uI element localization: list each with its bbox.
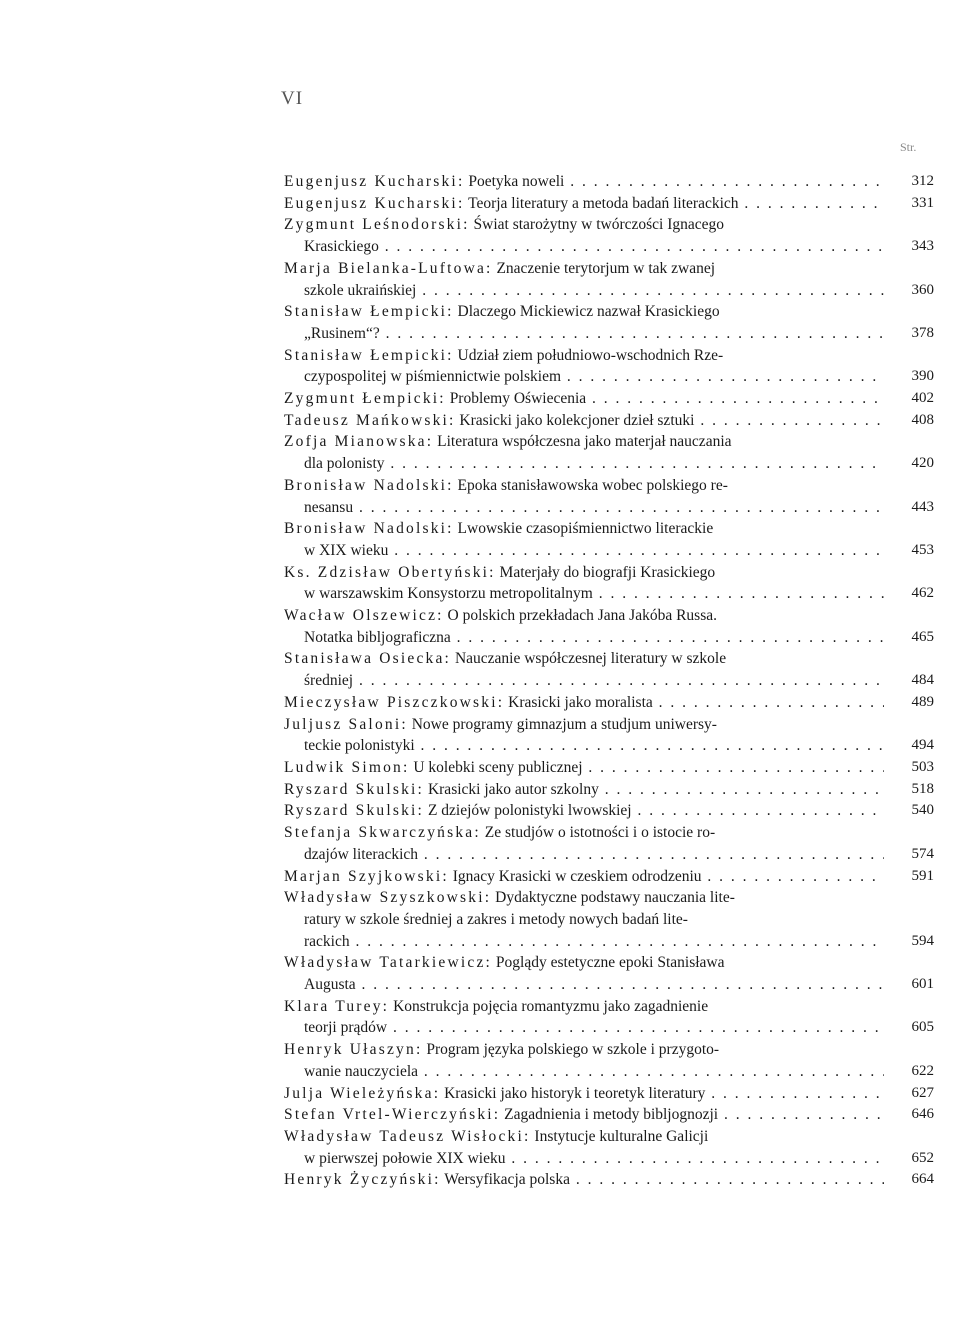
toc-title: Krasicki jako kolekcjoner dzieł sztuki <box>459 411 695 429</box>
toc-entry <box>284 388 934 410</box>
toc-entry <box>284 475 934 518</box>
toc-page-number: 312 <box>911 173 934 189</box>
toc-page-number: 591 <box>911 867 934 884</box>
toc-author: Stanisław Łempicki: <box>284 303 454 321</box>
toc-author: Ks. Zdzisław Obertyński: <box>284 563 496 581</box>
toc-entry-first-line <box>284 800 884 822</box>
toc-title: Krasicki jako historyk i teoretyk literatury <box>444 1084 706 1102</box>
toc-author: Bronisław Nadolski: <box>284 476 454 494</box>
toc-author: Ludwik Simon: <box>284 758 410 776</box>
toc-entry-continuation <box>284 1017 884 1039</box>
toc-entry <box>284 996 934 1039</box>
toc-author: Wacław Olszewicz: <box>284 607 444 625</box>
toc-title: teorji prądów <box>304 1019 388 1037</box>
toc-entry-continuation <box>284 974 884 996</box>
toc-title: Wersyfikacja polska <box>444 1171 570 1189</box>
toc-entry <box>284 1083 934 1105</box>
toc-title: czypospolitej w piśmiennictwie polskiem <box>304 368 561 386</box>
toc-title: Nauczanie współczesnej literatury w szkole <box>454 650 727 668</box>
toc-author: Henryk Ułaszyn: <box>284 1041 423 1059</box>
toc-entry <box>284 779 934 801</box>
toc-author: Władysław Tatarkiewicz: <box>284 954 493 972</box>
toc-page-number: 622 <box>911 1062 934 1079</box>
toc-entry-continuation <box>284 280 884 302</box>
toc-title: Z dziejów polonistyki lwowskiej <box>427 802 632 820</box>
toc-entry <box>284 214 934 257</box>
toc-author: Marja Bielanka-Luftowa: <box>284 259 493 277</box>
toc-title: w pierwszej połowie XIX wieku <box>304 1149 506 1167</box>
toc-entry-first-line <box>284 431 884 453</box>
toc-entry <box>284 301 934 344</box>
toc-title: Krasicki jako moralista <box>508 693 653 711</box>
toc-entry <box>284 562 934 605</box>
toc-entry-first-line <box>284 692 884 714</box>
toc-entry <box>284 887 934 952</box>
toc-page-number: 605 <box>911 1019 934 1036</box>
toc-page-number: 489 <box>911 693 934 710</box>
toc-entry-continuation <box>284 909 884 931</box>
toc-page-number: 390 <box>911 368 934 385</box>
toc-title: Lwowskie czasopiśmiennictwo literackie <box>457 520 714 538</box>
page-column-header: Str. <box>900 140 917 154</box>
toc-entry-continuation <box>284 931 884 953</box>
toc-title: Udział ziem południowo-wschodnich Rze- <box>457 346 724 364</box>
table-of-contents <box>284 171 934 1191</box>
toc-author: Tadeusz Mańkowski: <box>284 411 456 429</box>
toc-entry-first-line <box>284 1169 884 1191</box>
toc-entry-first-line <box>284 648 884 670</box>
toc-title: Materjały do biografji Krasickiego <box>499 563 716 581</box>
toc-title: teckie polonistyki <box>304 737 415 755</box>
toc-author: Zygmunt Leśnodorski: <box>284 216 470 234</box>
toc-page-number: 540 <box>911 802 934 819</box>
toc-title: nesansu <box>304 498 354 516</box>
toc-entry-first-line <box>284 258 884 280</box>
toc-entry-first-line <box>284 779 884 801</box>
toc-author: Władysław Tadeusz Wisłocki: <box>284 1127 531 1145</box>
toc-title: Krasickiego <box>304 238 379 256</box>
toc-page-number: 360 <box>911 281 934 298</box>
toc-entry-continuation <box>284 1061 884 1083</box>
toc-page-number: 465 <box>911 628 934 645</box>
toc-entry-first-line <box>284 714 884 736</box>
toc-entry-continuation <box>284 670 884 692</box>
toc-entry-first-line <box>284 562 884 584</box>
toc-author: Władysław Szyszkowski: <box>284 889 492 907</box>
toc-entry <box>284 648 934 691</box>
toc-title: Nowe programy gimnazjum a studjum uniwersy- <box>411 715 717 733</box>
toc-title: U kolebki sceny publicznej <box>413 758 583 776</box>
toc-entry-first-line <box>284 1083 884 1105</box>
toc-entry <box>284 605 934 648</box>
toc-title: Konstrukcja pojęcia romantyzmu jako zagadnienie <box>393 997 709 1015</box>
toc-page-number: 601 <box>911 976 934 993</box>
toc-entry <box>284 800 934 822</box>
toc-author: Bronisław Nadolski: <box>284 520 454 538</box>
toc-author: Stanisław Łempicki: <box>284 346 454 364</box>
toc-title: ratury w szkole średniej a zakres i metody nowych badań lite- <box>304 910 688 928</box>
toc-author: Ryszard Skulski: <box>284 780 425 798</box>
toc-entry <box>284 258 934 301</box>
toc-title: wanie nauczyciela <box>304 1062 419 1080</box>
toc-entry <box>284 1039 934 1082</box>
toc-entry-first-line <box>284 301 884 323</box>
toc-entry <box>284 410 934 432</box>
toc-title: dla polonisty <box>304 455 385 473</box>
toc-page-number: 494 <box>911 737 934 754</box>
toc-title: Notatka bibljograficzna <box>304 628 451 646</box>
toc-entry-continuation <box>284 735 884 757</box>
toc-author: Juljusz Saloni: <box>284 715 408 733</box>
toc-author: Henryk Życzyński: <box>284 1171 441 1189</box>
toc-entry <box>284 518 934 561</box>
toc-page-number: 594 <box>911 932 934 949</box>
toc-author: Marjan Szyjkowski: <box>284 867 449 885</box>
toc-entry-continuation <box>284 844 884 866</box>
toc-title: w warszawskim Konsystorzu metropolitalnym <box>304 585 593 603</box>
toc-entry-continuation <box>284 236 884 258</box>
toc-entry-continuation <box>284 366 884 388</box>
toc-entry-continuation <box>284 497 884 519</box>
toc-title: dzajów literackich <box>304 845 419 863</box>
toc-entry <box>284 1169 934 1191</box>
toc-title: Świat starożytny w twórczości Ignacego <box>473 216 725 234</box>
toc-author: Zygmunt Łempicki: <box>284 390 446 408</box>
toc-entry-first-line <box>284 388 884 410</box>
toc-author: Klara Turey: <box>284 997 390 1015</box>
toc-author: Ryszard Skulski: <box>284 802 425 820</box>
toc-page-number: 574 <box>911 845 934 862</box>
toc-page-number: 652 <box>911 1149 934 1166</box>
toc-page-number: 378 <box>911 324 934 341</box>
toc-title: Epoka stanisławowska wobec polskiego re- <box>457 476 728 494</box>
toc-entry-continuation <box>284 540 884 562</box>
toc-entry-first-line <box>284 214 884 236</box>
toc-title: Teorja literatury a metoda badań literackich <box>468 194 739 212</box>
toc-title: Dydaktyczne podstawy nauczania lite- <box>495 889 735 907</box>
toc-page-number: 420 <box>911 455 934 472</box>
toc-author: Julja Wieleżyńska: <box>284 1084 441 1102</box>
toc-title: Literatura współczesna jako materjał nauczania <box>437 433 732 451</box>
toc-entry-continuation <box>284 323 884 345</box>
toc-entry <box>284 952 934 995</box>
toc-author: Mieczysław Piszczkowski: <box>284 693 505 711</box>
toc-entry <box>284 1104 934 1126</box>
toc-page-number: 343 <box>911 238 934 255</box>
toc-page-number: 453 <box>911 541 934 558</box>
toc-entry <box>284 171 934 193</box>
toc-author: Zofja Mianowska: <box>284 433 434 451</box>
toc-entry-continuation <box>284 1148 884 1170</box>
toc-entry <box>284 431 934 474</box>
toc-title: Zagadnienia i metody bibljognozji <box>504 1106 719 1124</box>
toc-entry <box>284 714 934 757</box>
toc-page-number: 408 <box>911 411 934 428</box>
toc-entry-first-line <box>284 518 884 540</box>
toc-entry-first-line <box>284 822 884 844</box>
toc-title: Problemy Oświecenia <box>449 390 587 408</box>
toc-author: Stefan Vrtel-Wierczyński: <box>284 1106 501 1124</box>
toc-entry-continuation <box>284 583 884 605</box>
toc-page-number: 484 <box>911 672 934 689</box>
toc-title: rackich <box>304 932 350 950</box>
toc-entry-first-line <box>284 171 884 193</box>
toc-entry-first-line <box>284 757 884 779</box>
toc-title: O polskich przekładach Jana Jakóba Russa. <box>447 607 717 625</box>
toc-title: „Rusinem“? <box>304 324 380 342</box>
toc-page-number: 627 <box>911 1084 934 1101</box>
toc-entry-first-line <box>284 1126 884 1148</box>
toc-page-number: 402 <box>911 390 934 407</box>
toc-entry-first-line <box>284 193 884 215</box>
toc-page-number: 462 <box>911 585 934 602</box>
toc-entry <box>284 822 934 865</box>
toc-page-number: 503 <box>911 758 934 775</box>
toc-title: Augusta <box>304 976 356 994</box>
toc-entry <box>284 1126 934 1169</box>
toc-author: Eugenjusz Kucharski: <box>284 194 465 212</box>
toc-page-number: 331 <box>911 194 934 211</box>
toc-page-number: 443 <box>911 498 934 515</box>
toc-author: Eugenjusz Kucharski: <box>284 173 465 190</box>
toc-entry-first-line <box>284 345 884 367</box>
toc-entry-first-line <box>284 996 884 1018</box>
toc-entry-first-line <box>284 887 884 909</box>
toc-entry-continuation <box>284 627 884 649</box>
toc-title: w XIX wieku <box>304 541 389 559</box>
toc-title: Poetyka noweli <box>468 173 565 190</box>
toc-title: Znaczenie terytorjum w tak zwanej <box>496 259 716 277</box>
toc-author: Stanisława Osiecka: <box>284 650 452 668</box>
toc-entry-first-line <box>284 475 884 497</box>
toc-entry <box>284 757 934 779</box>
toc-author: Stefanja Skwarczyńska: <box>284 824 481 842</box>
toc-entry-first-line <box>284 866 884 888</box>
page-number: VI <box>281 88 304 109</box>
toc-entry-first-line <box>284 1104 884 1126</box>
toc-entry-first-line <box>284 605 884 627</box>
toc-entry <box>284 193 934 215</box>
toc-title: Program języka polskiego w szkole i przygoto- <box>426 1041 720 1059</box>
toc-entry-first-line <box>284 410 884 432</box>
toc-page-number: 518 <box>911 780 934 797</box>
toc-entry <box>284 866 934 888</box>
toc-title: Poglądy estetyczne epoki Stanisława <box>495 954 725 972</box>
toc-entry-first-line <box>284 952 884 974</box>
toc-entry-continuation <box>284 453 884 475</box>
toc-title: Ze studjów o istotności i o istocie ro- <box>484 824 716 842</box>
toc-entry <box>284 345 934 388</box>
toc-entry <box>284 692 934 714</box>
toc-title: Ignacy Krasicki w czeskiem odrodzeniu <box>452 867 702 885</box>
toc-entry-first-line <box>284 1039 884 1061</box>
toc-title: Krasicki jako autor szkolny <box>427 780 599 798</box>
toc-page-number: 646 <box>911 1106 934 1123</box>
toc-title: średniej <box>304 672 354 690</box>
toc-title: Instytucje kulturalne Galicji <box>534 1127 709 1145</box>
toc-page-number: 664 <box>911 1171 934 1188</box>
toc-title: Dlaczego Mickiewicz nazwał Krasickiego <box>457 303 720 321</box>
toc-title: szkole ukraińskiej <box>304 281 417 299</box>
